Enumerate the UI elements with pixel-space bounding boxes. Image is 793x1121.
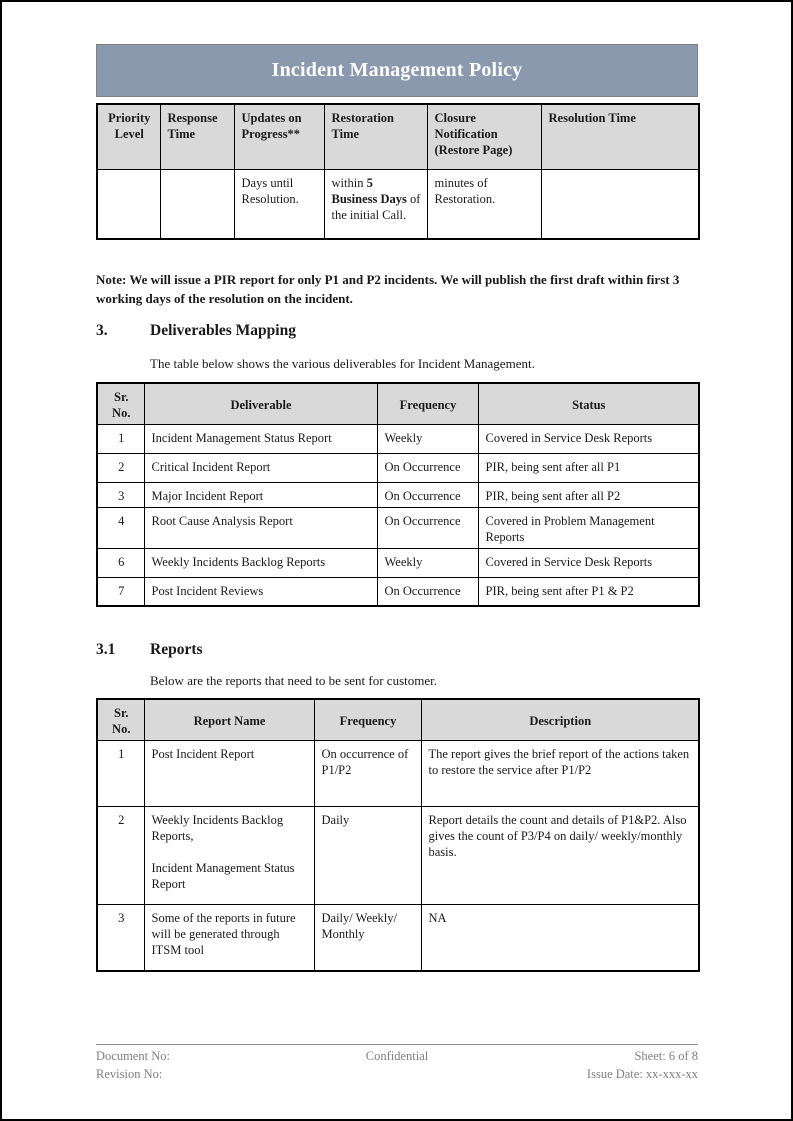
- section-heading-reports: [96, 641, 698, 659]
- cell-report-name: Post Incident Report: [144, 741, 314, 807]
- header-resolution-time: Resolution Time: [541, 104, 699, 169]
- cell-status: PIR, being sent after P1 & P2: [478, 577, 699, 606]
- cell-deliverable: Critical Incident Report: [144, 453, 377, 482]
- cell-frequency: On Occurrence: [377, 577, 478, 606]
- cell-deliverable: Weekly Incidents Backlog Reports: [144, 548, 377, 577]
- section-number: 3.: [96, 321, 108, 339]
- cell-frequency: On Occurrence: [377, 453, 478, 482]
- table-row: [97, 577, 699, 606]
- header-description: Description: [421, 699, 699, 741]
- cell-description: The report gives the brief report of the actions taken to restore the service after P1/P2: [421, 741, 699, 807]
- cell-sr: 3: [97, 905, 144, 971]
- header-report-name: Report Name: [144, 699, 314, 741]
- table-row: [97, 807, 699, 905]
- issue-date: Issue Date: xx-xxx-xx: [586, 1066, 699, 1081]
- page-title: Incident Management Policy: [271, 59, 523, 81]
- table-row: [97, 741, 699, 807]
- header-status: Status: [478, 383, 699, 425]
- page-content: [96, 44, 698, 972]
- header-frequency: Frequency: [377, 383, 478, 425]
- cell-frequency: On occurrence of P1/P2: [314, 741, 421, 807]
- cell-response-time: [160, 169, 234, 239]
- pir-note: Note: We will issue a PIR report for only P1 and P2 incidents. We will publish the first draft within first 3 working days of the resolution on the incident.: [96, 272, 680, 306]
- sheet-number: Sheet: 6 of 8: [634, 1049, 699, 1063]
- header-closure-notification: Closure Notification (Restore Page): [427, 104, 541, 169]
- cell-restoration: [324, 169, 427, 239]
- section-title: Deliverables Mapping: [150, 321, 296, 339]
- cell-deliverable: Root Cause Analysis Report: [144, 507, 377, 548]
- section-title: Reports: [150, 641, 203, 659]
- priority-table-row: [97, 169, 699, 239]
- cell-frequency: Weekly: [377, 548, 478, 577]
- restoration-text: within: [331, 175, 367, 190]
- page-footer: [96, 1044, 698, 1083]
- footer-spacer: [297, 1066, 498, 1084]
- table-row: [97, 424, 699, 453]
- header-sr-no: Sr. No.: [97, 383, 144, 425]
- cell-sr: 2: [97, 807, 144, 905]
- cell-sr: 7: [97, 577, 144, 606]
- cell-description: NA: [421, 905, 699, 971]
- header-response-time: Response Time: [160, 104, 234, 169]
- cell-status: PIR, being sent after all P1: [478, 453, 699, 482]
- cell-report-name: Some of the reports in future will be generated through ITSM tool: [144, 905, 314, 971]
- cell-report-name: Weekly Incidents Backlog Reports, Incident Management Status Report: [144, 807, 314, 905]
- cell-sr: 3: [97, 482, 144, 507]
- header-sr-no: Sr. No.: [97, 699, 144, 741]
- cell-resolution-time: [541, 169, 699, 239]
- restoration-text-post: of the initial Call.: [331, 191, 421, 222]
- cell-status: Covered in Service Desk Reports: [478, 424, 699, 453]
- section-number: 3.1: [96, 641, 116, 659]
- cell-sr: 1: [97, 741, 144, 807]
- priority-table: [96, 103, 700, 240]
- header-restoration-time: Restoration Time: [324, 104, 427, 169]
- cell-priority-level: [97, 169, 160, 239]
- cell-deliverable: Incident Management Status Report: [144, 424, 377, 453]
- cell-deliverable: Major Incident Report: [144, 482, 377, 507]
- reports-header-row: [97, 699, 699, 741]
- cell-frequency: On Occurrence: [377, 507, 478, 548]
- cell-frequency: Weekly: [377, 424, 478, 453]
- cell-sr: 6: [97, 548, 144, 577]
- footer-row-2: [96, 1066, 698, 1084]
- cell-frequency: Daily/ Weekly/ Monthly: [314, 905, 421, 971]
- reports-intro: Below are the reports that need to be sent for customer.: [150, 673, 437, 689]
- footer-row-1: [96, 1048, 698, 1066]
- table-row: [97, 905, 699, 971]
- cell-sr: 4: [97, 507, 144, 548]
- document-no-label: Document No:: [96, 1049, 170, 1063]
- cell-description: Report details the count and details of P1&P2. Also gives the count of P3/P4 on daily/ weekly/monthly basis.: [421, 807, 699, 905]
- deliverables-intro: The table below shows the various deliverables for Incident Management.: [150, 355, 535, 371]
- cell-sr: 2: [97, 453, 144, 482]
- cell-status: PIR, being sent after all P2: [478, 482, 699, 507]
- cell-frequency: On Occurrence: [377, 482, 478, 507]
- header-frequency: Frequency: [314, 699, 421, 741]
- cell-deliverable: Post Incident Reviews: [144, 577, 377, 606]
- deliverables-table: [96, 382, 700, 608]
- table-row: [97, 548, 699, 577]
- priority-table-header-row: [97, 104, 699, 169]
- cell-frequency: Daily: [314, 807, 421, 905]
- table-row: [97, 482, 699, 507]
- cell-updates: Days until Resolution.: [234, 169, 324, 239]
- header-priority-level: Priority Level: [97, 104, 160, 169]
- confidential-label: Confidential: [365, 1049, 429, 1063]
- cell-status: Covered in Service Desk Reports: [478, 548, 699, 577]
- section-heading-deliverables: [96, 322, 698, 340]
- deliverables-header-row: [97, 383, 699, 425]
- cell-closure: minutes of Restoration.: [427, 169, 541, 239]
- revision-no-label: Revision No:: [96, 1066, 163, 1081]
- title-banner: [96, 44, 698, 97]
- cell-sr: 1: [97, 424, 144, 453]
- header-updates-on-progress: Updates on Progress**: [234, 104, 324, 169]
- reports-table: [96, 698, 700, 972]
- cell-status: Covered in Problem Management Reports: [478, 507, 699, 548]
- table-row: [97, 453, 699, 482]
- header-deliverable: Deliverable: [144, 383, 377, 425]
- restoration-bold-text: 5 Business Days: [331, 175, 407, 206]
- table-row: [97, 507, 699, 548]
